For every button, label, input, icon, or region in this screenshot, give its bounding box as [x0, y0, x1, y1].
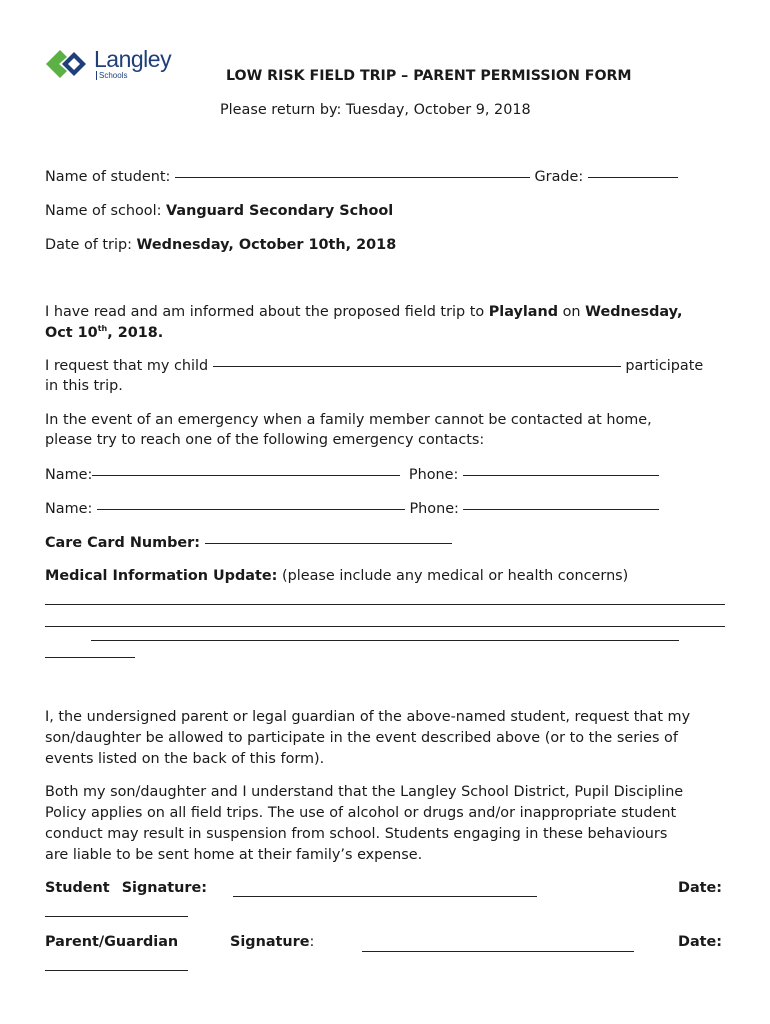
medical-line-4[interactable] — [45, 657, 135, 658]
student-signature-word: Signature: — [121, 880, 207, 896]
student-name-row — [45, 169, 678, 185]
medical-note: (please include any medical or health concerns) — [277, 568, 629, 584]
request-line-2: in this trip. — [45, 378, 123, 394]
medical-line-2[interactable] — [45, 626, 725, 627]
school-row — [45, 203, 393, 219]
parent-signature-field[interactable] — [362, 951, 634, 952]
trip-date-row — [45, 237, 396, 253]
contact-2-name-label: Name: — [45, 501, 97, 517]
school-label: Name of school: — [45, 203, 167, 219]
informed-line-2 — [45, 324, 163, 341]
informed-line-1 — [45, 304, 682, 320]
care-card-row — [45, 535, 452, 551]
student-name-field[interactable] — [175, 176, 530, 178]
trip-date-short: Oct 10 — [45, 324, 98, 341]
contact-1-name-field[interactable] — [92, 474, 400, 476]
medical-label: Medical Information Update: — [45, 568, 278, 584]
contact-1-name-label: Name: — [45, 467, 93, 483]
trip-date-value: Wednesday, October 10th, 2018 — [136, 237, 397, 253]
declaration-line-3: events listed on the back of this form). — [45, 751, 325, 767]
parent-date-field[interactable] — [45, 970, 188, 971]
parent-date-label: Date: — [678, 934, 723, 950]
student-name-label: Name of student: — [45, 169, 175, 185]
trip-date-label: Date of trip: — [45, 237, 137, 253]
trip-day: Wednesday, — [585, 304, 683, 320]
contact-1-phone-label: Phone: — [408, 467, 463, 483]
logo-brand-text: Langley — [94, 46, 172, 72]
child-name-field[interactable] — [213, 365, 621, 367]
informed-on: on — [558, 304, 586, 320]
school-value: Vanguard Secondary School — [166, 203, 394, 219]
request-text: I request that my child — [45, 358, 213, 374]
care-card-label: Care Card Number: — [45, 535, 206, 551]
care-card-field[interactable] — [205, 542, 452, 544]
policy-line-3: conduct may result in suspension from school. Students engaging in these behaviours — [45, 826, 668, 842]
medical-row — [45, 568, 628, 584]
student-signature-field[interactable] — [233, 896, 537, 897]
student-label: Student — [45, 880, 110, 896]
grade-field[interactable] — [588, 176, 678, 178]
parent-label: Parent/Guardian — [45, 934, 179, 950]
langley-schools-logo — [44, 44, 174, 86]
contact-row-2 — [45, 501, 659, 517]
policy-line-4: are liable to be sent home at their family’s expense. — [45, 847, 423, 863]
contact-2-name-field[interactable] — [97, 508, 405, 510]
parent-signature-label — [230, 934, 314, 950]
langley-logo-mark-icon — [44, 44, 92, 86]
logo-sub-text: Schools — [96, 71, 127, 80]
return-by-text: Please return by: Tuesday, October 9, 2018 — [220, 102, 531, 118]
student-signature-label — [45, 880, 207, 896]
informed-text: I have read and am informed about the proposed field trip to — [45, 304, 489, 320]
contact-1-phone-field[interactable] — [463, 474, 659, 476]
contact-2-phone-label: Phone: — [409, 501, 464, 517]
policy-line-1: Both my son/daughter and I understand that the Langley School District, Pupil Discipline — [45, 784, 684, 800]
contact-row-1 — [45, 467, 659, 483]
form-title: LOW RISK FIELD TRIP – PARENT PERMISSION FORM — [226, 68, 632, 84]
parent-signature-word: Signature — [230, 934, 310, 950]
medical-line-3[interactable] — [91, 640, 679, 641]
student-date-field[interactable] — [45, 916, 188, 917]
emergency-line-1: In the event of an emergency when a family member cannot be contacted at home, — [45, 412, 652, 428]
medical-line-1[interactable] — [45, 604, 725, 605]
request-participate: participate — [620, 358, 704, 374]
emergency-line-2: please try to reach one of the following emergency contacts: — [45, 432, 485, 448]
student-date-label: Date: — [678, 880, 723, 896]
declaration-line-2: son/daughter be allowed to participate in the event described above (or to the series of — [45, 730, 678, 746]
trip-year: , 2018. — [107, 324, 164, 341]
ordinal-suffix: th — [97, 324, 108, 333]
policy-line-2: Policy applies on all field trips. The use of alcohol or drugs and/or inappropriate student — [45, 805, 677, 821]
declaration-line-1: I, the undersigned parent or legal guardian of the above-named student, request that my — [45, 709, 691, 725]
contact-2-phone-field[interactable] — [463, 508, 659, 510]
request-line-1 — [45, 358, 703, 374]
grade-label: Grade: — [534, 169, 588, 185]
parent-signature-colon: : — [309, 934, 315, 950]
trip-place: Playland — [488, 304, 559, 320]
